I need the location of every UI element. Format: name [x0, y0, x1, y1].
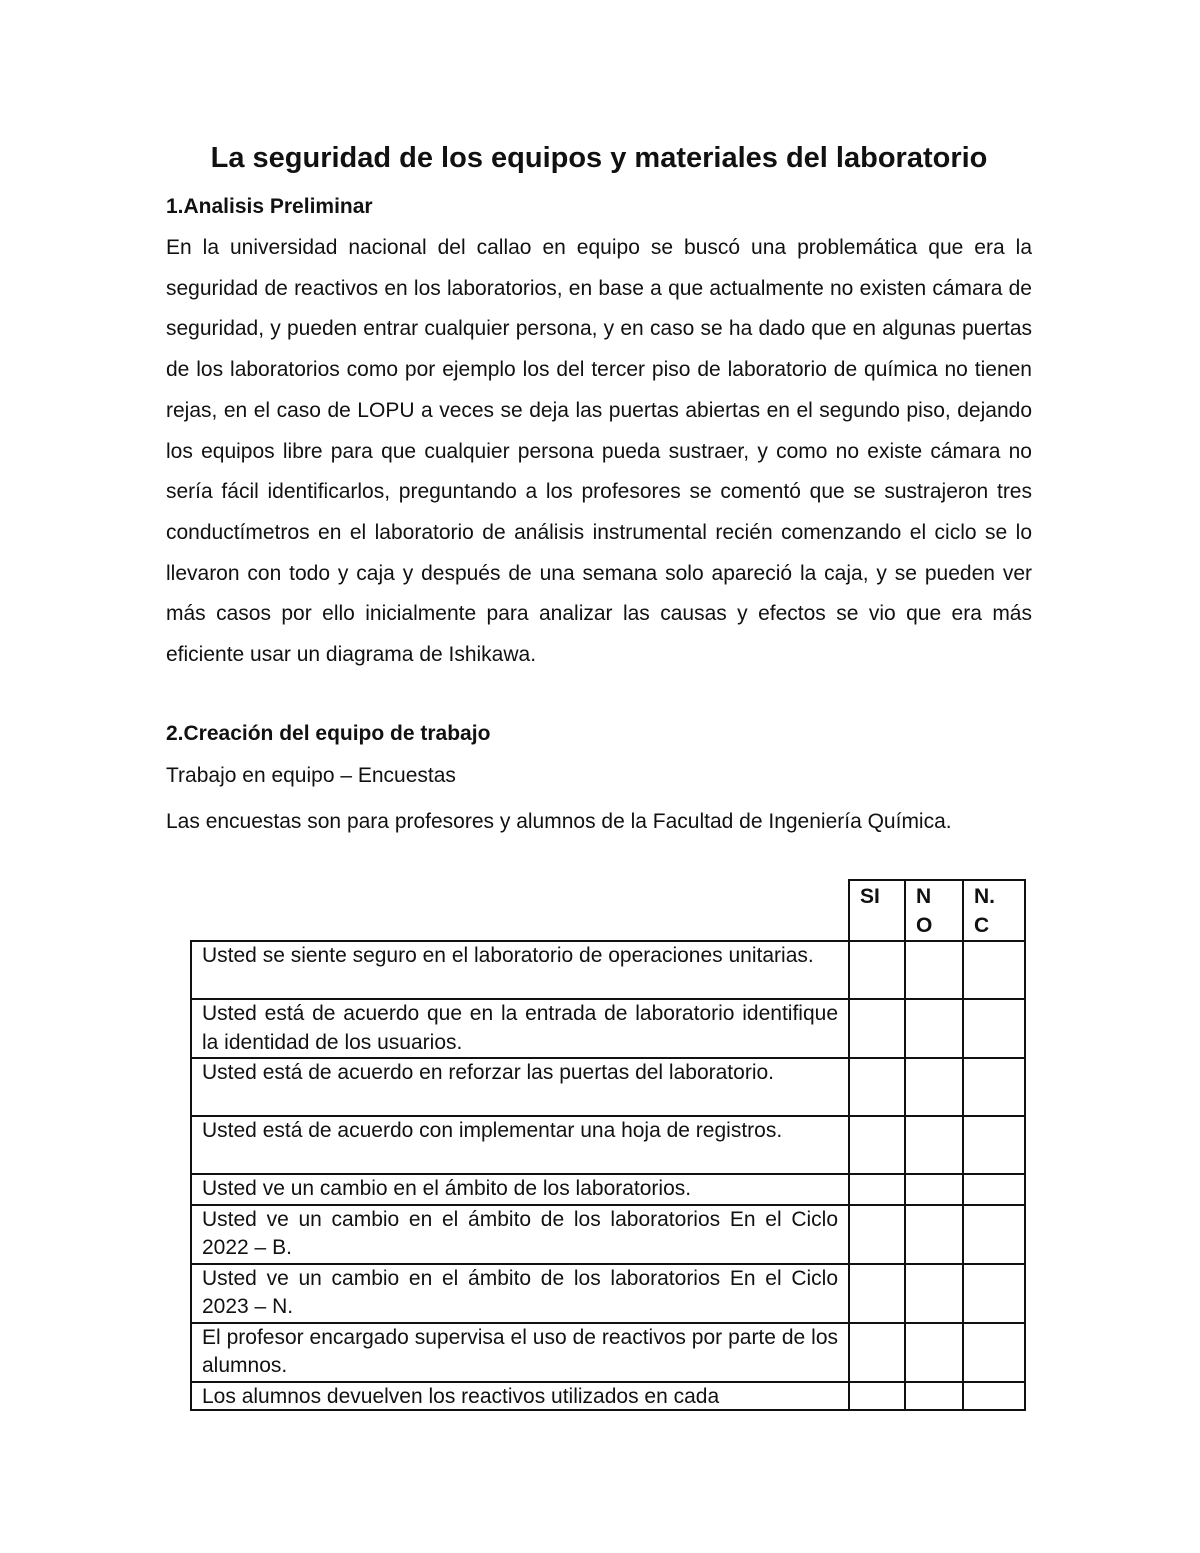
- document-title: La seguridad de los equipos y materiales del laboratorio: [210, 142, 988, 174]
- answer-cell-si[interactable]: [849, 1323, 905, 1382]
- answer-cell-nc[interactable]: [963, 1116, 1025, 1174]
- section-body-analisis: En la universidad nacional del callao en equipo se buscó una problemática que era la seguridad de reactivos en los laboratorios, en base a que actualmente no existen cámara de seguridad, y pueden entrar cualquier persona, y en caso se ha dado que en algunas puertas de los laboratorios como por ejemplo los del tercer piso de laboratorio de química no tienen rejas, en el caso de LOPU a veces se deja las puertas abiertas en el segundo piso, dejando los equipos libre para que cualquier persona pueda sustraer, y como no existe cámara no sería fácil identificarlos, preguntando a los profesores se comentó que se sustrajeron tres conductímetros en el laboratorio de análisis instrumental recién comenzando el ciclo se lo llevaron con todo y caja y después de una semana solo apareció la caja, y se pueden ver más casos por ello inicialmente para analizar las causas y efectos se vio que era más eficiente usar un diagrama de Ishikawa.: [166, 236, 1032, 667]
- section-heading-analisis: 1.Analisis Preliminar: [166, 195, 373, 218]
- answer-cell-si[interactable]: [849, 1382, 905, 1410]
- answer-cell-nc[interactable]: [963, 1323, 1025, 1382]
- table-row: [191, 1205, 1025, 1264]
- table-row: [191, 1116, 1025, 1174]
- answer-cell-no[interactable]: [905, 1264, 963, 1323]
- answer-cell-nc[interactable]: [963, 1264, 1025, 1323]
- table-row: [191, 1382, 1025, 1410]
- answer-cell-si[interactable]: [849, 1205, 905, 1264]
- table-row: [191, 1058, 1025, 1116]
- table-row: [191, 1264, 1025, 1323]
- answer-cell-si[interactable]: [849, 1116, 905, 1174]
- survey-question: Usted está de acuerdo que en la entrada de laboratorio identifique la identidad de los usuarios.: [191, 999, 849, 1058]
- survey-col-nc: N. C: [963, 880, 1025, 941]
- survey-question: Usted está de acuerdo en reforzar las puertas del laboratorio.: [191, 1058, 849, 1116]
- table-row: [191, 941, 1025, 999]
- section-heading-creacion: 2.Creación del equipo de trabajo: [166, 722, 491, 745]
- table-row: [191, 1323, 1025, 1382]
- answer-cell-si[interactable]: [849, 1264, 905, 1323]
- survey-question: Usted está de acuerdo con implementar una hoja de registros.: [191, 1116, 849, 1174]
- section-body-encuestas: Las encuestas son para profesores y alumnos de la Facultad de Ingeniería Química.: [166, 810, 952, 833]
- survey-question: Usted ve un cambio en el ámbito de los laboratorios En el Ciclo 2022 – B.: [191, 1205, 849, 1264]
- survey-col-si: SI: [849, 880, 905, 941]
- answer-cell-no[interactable]: [905, 941, 963, 999]
- answer-cell-no[interactable]: [905, 1116, 963, 1174]
- survey-question: Usted se siente seguro en el laboratorio de operaciones unitarias.: [191, 941, 849, 999]
- survey-col-no: N O: [905, 880, 963, 941]
- answer-cell-no[interactable]: [905, 1382, 963, 1410]
- answer-cell-no[interactable]: [905, 1174, 963, 1205]
- survey-header-blank: [191, 880, 849, 941]
- survey-question: Usted ve un cambio en el ámbito de los laboratorios En el Ciclo 2023 – N.: [191, 1264, 849, 1323]
- survey-table: [190, 879, 1026, 1411]
- answer-cell-nc[interactable]: [963, 999, 1025, 1058]
- answer-cell-si[interactable]: [849, 1174, 905, 1205]
- answer-cell-si[interactable]: [849, 999, 905, 1058]
- table-row: [191, 1174, 1025, 1205]
- answer-cell-no[interactable]: [905, 1058, 963, 1116]
- survey-question: Usted ve un cambio en el ámbito de los laboratorios.: [191, 1174, 849, 1205]
- section-subtitle-encuestas: Trabajo en equipo – Encuestas: [166, 764, 456, 787]
- survey-question: Los alumnos devuelven los reactivos utilizados en cada: [202, 1384, 720, 1408]
- answer-cell-no[interactable]: [905, 1205, 963, 1264]
- table-row: [191, 999, 1025, 1058]
- answer-cell-nc[interactable]: [963, 1058, 1025, 1116]
- answer-cell-nc[interactable]: [963, 941, 1025, 999]
- answer-cell-no[interactable]: [905, 1323, 963, 1382]
- answer-cell-nc[interactable]: [963, 1205, 1025, 1264]
- survey-question: El profesor encargado supervisa el uso de reactivos por parte de los alumnos.: [191, 1323, 849, 1382]
- answer-cell-nc[interactable]: [963, 1382, 1025, 1410]
- answer-cell-nc[interactable]: [963, 1174, 1025, 1205]
- survey-header-row: [191, 880, 1025, 941]
- survey-question-cell: [191, 1382, 849, 1410]
- answer-cell-si[interactable]: [849, 1058, 905, 1116]
- answer-cell-si[interactable]: [849, 941, 905, 999]
- answer-cell-no[interactable]: [905, 999, 963, 1058]
